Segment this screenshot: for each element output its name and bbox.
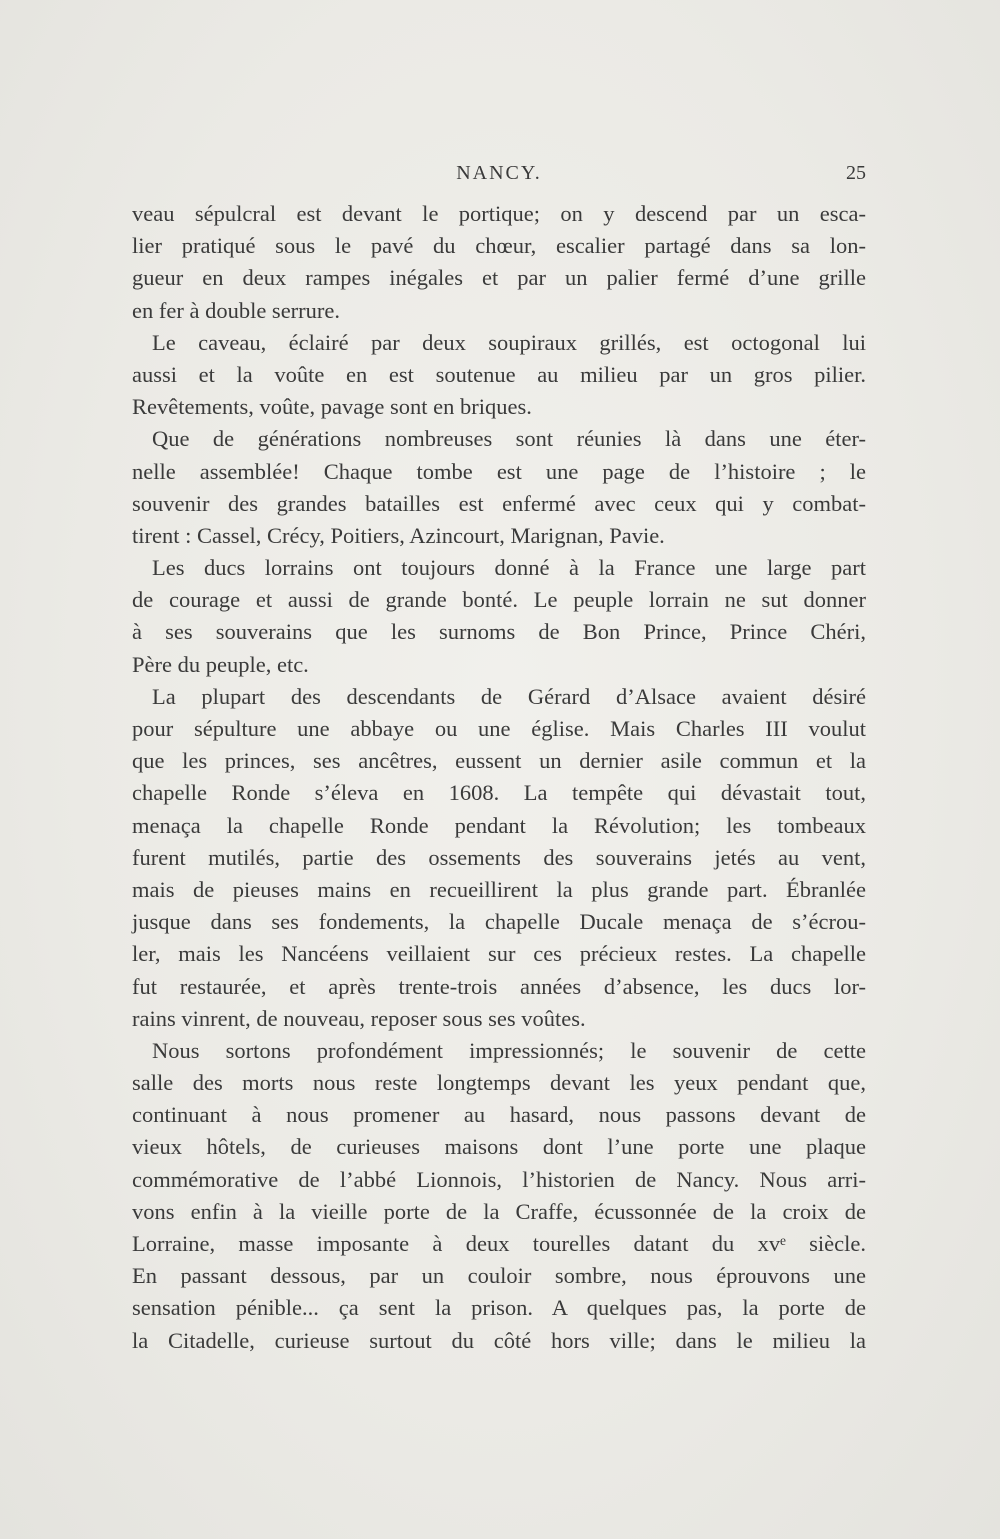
text-line: gueur en deux rampes inégales et par un palier fermé d’une grille	[132, 265, 866, 291]
text-line: de courage et aussi de grande bonté. Le peuple lorrain ne sut donner	[132, 587, 866, 613]
text-line: nelle assemblée! Chaque tombe est une page de l’histoire ; le	[132, 458, 866, 484]
text-line: chapelle Ronde s’éleva en 1608. La tempête qui dévastait tout,	[132, 780, 866, 806]
text-line: La plupart des descendants de Gérard d’Alsace avaient désiré	[152, 683, 866, 709]
text-line: en fer à double serrure.	[132, 297, 341, 323]
text-line: furent mutilés, partie des ossements des souverains jetés au vent,	[132, 844, 866, 870]
text-line: à ses souverains que les surnoms de Bon Prince, Prince Chéri,	[132, 619, 866, 645]
text-line: Nous sortons profondément impressionnés; le souvenir de cette	[152, 1037, 866, 1063]
text-line: fut restaurée, et après trente-trois années d’absence, les ducs lor-	[132, 973, 866, 999]
text-line: rains vinrent, de nouveau, reposer sous ses voûtes.	[132, 1005, 586, 1031]
running-head	[132, 158, 866, 188]
text-line: Que de générations nombreuses sont réunies là dans une éter-	[152, 426, 866, 452]
body-text	[132, 198, 866, 1357]
text-line: que les princes, ses ancêtres, eussent un dernier asile commun et la	[132, 748, 866, 774]
text-line: vieux hôtels, de curieuses maisons dont l’une porte une plaque	[132, 1134, 866, 1160]
text-line: Les ducs lorrains ont toujours donné à la France une large part	[152, 555, 866, 581]
text-line: jusque dans ses fondements, la chapelle Ducale menaça de s’écrou-	[132, 909, 866, 935]
text-line: veau sépulcral est devant le portique; on y descend par un esca-	[132, 201, 866, 226]
text-line: pour sépulture une abbaye ou une église. Mais Charles III voulut	[132, 716, 866, 741]
text-line: mais de pieuses mains en recueillirent la plus grande part. Ébranlée	[132, 876, 866, 902]
text-line: salle des morts nous reste longtemps devant les yeux pendant que,	[132, 1070, 866, 1096]
text-line: aussi et la voûte en est soutenue au milieu par un gros pilier.	[132, 361, 866, 387]
text-line: vons enfin à la vieille porte de la Craffe, écussonnée de la croix de	[132, 1198, 866, 1224]
page-number: 25	[846, 162, 866, 184]
text-line: commémorative de l’abbé Lionnois, l’historien de Nancy. Nous arri-	[132, 1166, 866, 1192]
text-line: lier pratiqué sous le pavé du chœur, escalier partagé dans sa lon-	[132, 233, 866, 259]
text-line: tirent : Cassel, Crécy, Poitiers, Azincourt, Marignan, Pavie.	[132, 522, 665, 548]
text-line: la Citadelle, curieuse surtout du côté hors ville; dans le milieu la	[132, 1327, 866, 1353]
text-line: Père du peuple, etc.	[132, 651, 309, 677]
text-line: continuant à nous promener au hasard, nous passons devant de	[132, 1102, 866, 1128]
text-line: En passant dessous, par un couloir sombre, nous éprouvons une	[132, 1263, 866, 1289]
running-title: NANCY.	[456, 162, 542, 184]
text-line: menaça la chapelle Ronde pendant la Révolution; les tombeaux	[132, 812, 866, 838]
text-line: ler, mais les Nancéens veillaient sur ces précieux restes. La chapelle	[132, 941, 866, 967]
text-line: souvenir des grandes batailles est enfermé avec ceux qui y combat-	[132, 490, 866, 516]
text-line: Lorraine, masse imposante à deux tourelles datant du xvᵉ siècle.	[132, 1231, 866, 1256]
text-line: Le caveau, éclairé par deux soupiraux grillés, est octogonal lui	[152, 329, 866, 355]
text-line: Revêtements, voûte, pavage sont en briques.	[132, 394, 532, 420]
text-line: sensation pénible... ça sent la prison. A quelques pas, la porte de	[132, 1295, 866, 1321]
